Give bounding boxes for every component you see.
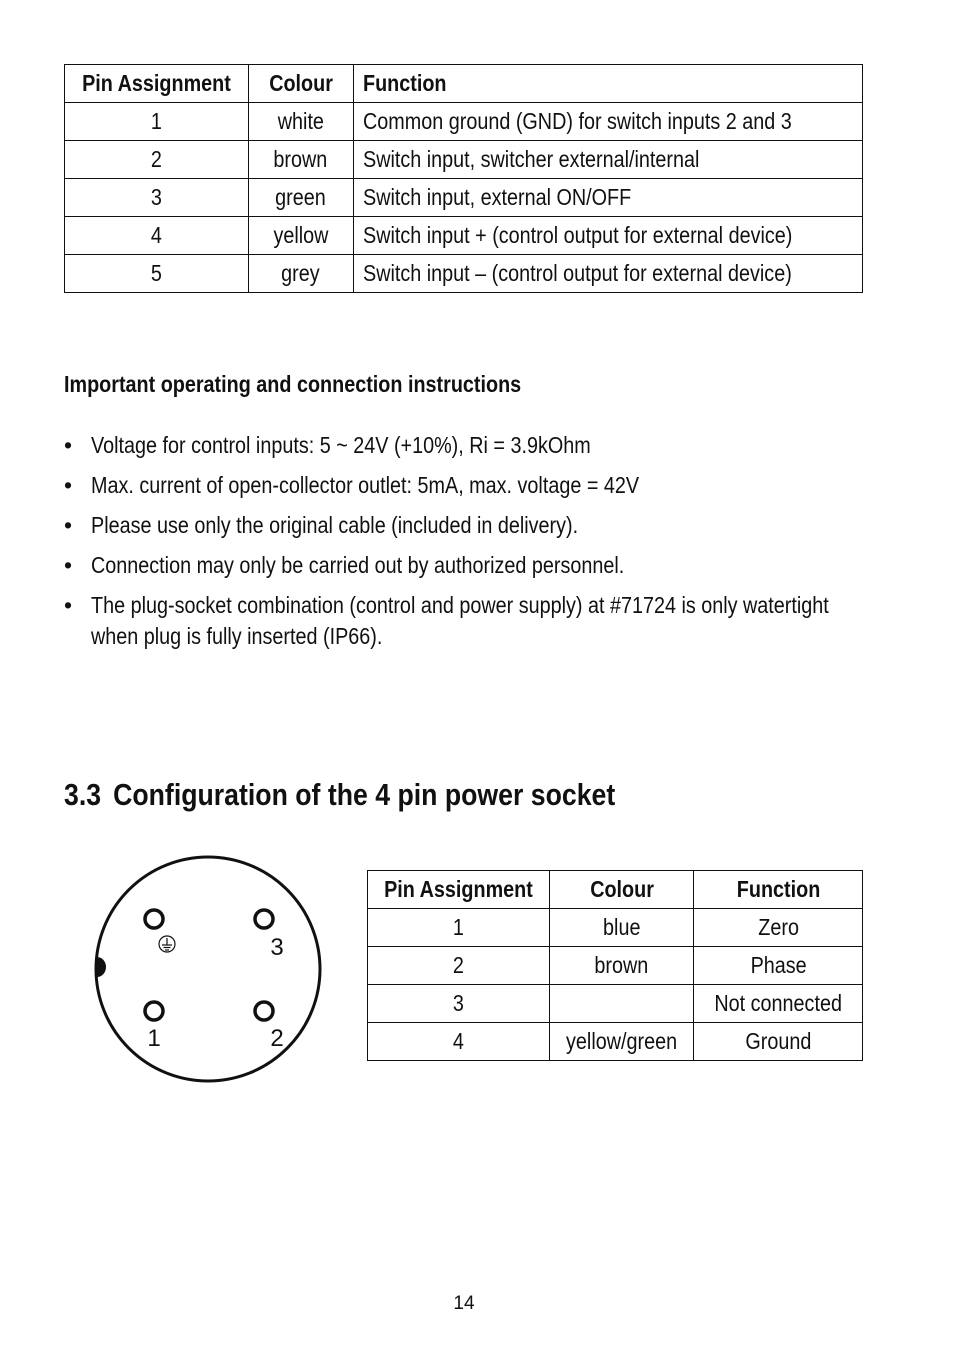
pin-hole-2 xyxy=(255,1002,273,1020)
socket-key-notch xyxy=(97,957,106,977)
instruction-text: Max. current of open-collector outlet: 5mA, max. voltage = 42V xyxy=(91,472,640,498)
list-item xyxy=(64,430,864,461)
bullet-icon: • xyxy=(64,472,73,498)
pin-cell: 1 xyxy=(65,103,249,141)
pin-hole-1 xyxy=(145,1002,163,1020)
section-number: 3.3 xyxy=(64,777,102,812)
colour-cell: blue xyxy=(549,909,694,947)
colour-cell: yellow/green xyxy=(549,1023,694,1061)
header-pin-assignment: Pin Assignment xyxy=(368,871,550,909)
table-row xyxy=(65,217,863,255)
table-header-row xyxy=(65,65,863,103)
table-row xyxy=(65,103,863,141)
list-item xyxy=(64,550,864,581)
header-colour: Colour xyxy=(248,65,353,103)
pin-cell: 3 xyxy=(65,179,249,217)
bullet-icon: • xyxy=(64,432,73,458)
colour-cell: brown xyxy=(549,947,694,985)
function-cell: Switch input, external ON/OFF xyxy=(353,179,862,217)
instruction-text: Please use only the original cable (included in delivery). xyxy=(91,512,579,538)
pin-cell: 5 xyxy=(65,255,249,293)
pin-cell: 2 xyxy=(368,947,550,985)
socket-outline xyxy=(96,857,320,1081)
pin-label-2: 2 xyxy=(270,1025,284,1052)
header-colour: Colour xyxy=(549,871,694,909)
section-title-text: Configuration of the 4 pin power socket xyxy=(113,777,616,812)
colour-cell: white xyxy=(248,103,353,141)
table-header-row xyxy=(368,871,863,909)
bullet-icon: • xyxy=(64,552,73,578)
pin-cell: 4 xyxy=(65,217,249,255)
pin-cell: 4 xyxy=(368,1023,550,1061)
control-pin-table xyxy=(64,64,863,293)
power-socket-diagram xyxy=(88,850,328,1090)
instructions-heading: Important operating and connection instructions xyxy=(64,371,522,397)
table-row xyxy=(368,909,863,947)
bullet-icon: • xyxy=(64,592,73,618)
colour-cell: brown xyxy=(248,141,353,179)
colour-cell xyxy=(549,985,694,1023)
header-pin-assignment: Pin Assignment xyxy=(65,65,249,103)
list-item xyxy=(64,470,864,501)
table-row xyxy=(368,1023,863,1061)
pin-cell: 2 xyxy=(65,141,249,179)
function-cell: Common ground (GND) for switch inputs 2 and 3 xyxy=(353,103,862,141)
pin-label-1: 1 xyxy=(147,1025,161,1052)
header-function: Function xyxy=(694,871,863,909)
instructions-list xyxy=(64,430,864,661)
instruction-text: Voltage for control inputs: 5 ~ 24V (+10%), Ri = 3.9kOhm xyxy=(91,432,591,458)
ground-icon xyxy=(159,936,175,952)
function-cell: Switch input, switcher external/internal xyxy=(353,141,862,179)
bullet-icon: • xyxy=(64,512,73,538)
list-item xyxy=(64,590,864,652)
instruction-text: The plug-socket combination (control and power supply) at #71724 is only watertight when plug is fully inserted (IP66). xyxy=(91,592,829,649)
function-cell: Phase xyxy=(694,947,863,985)
colour-cell: green xyxy=(248,179,353,217)
section-title xyxy=(64,775,705,815)
pin-hole-3 xyxy=(255,910,273,928)
table-row xyxy=(368,947,863,985)
table-row xyxy=(65,141,863,179)
power-pin-table xyxy=(367,870,863,1061)
pin-cell: 1 xyxy=(368,909,550,947)
table-row xyxy=(65,179,863,217)
function-cell: Switch input – (control output for external device) xyxy=(353,255,862,293)
function-cell: Switch input + (control output for external device) xyxy=(353,217,862,255)
function-cell: Ground xyxy=(694,1023,863,1061)
table-row xyxy=(368,985,863,1023)
header-function: Function xyxy=(353,65,862,103)
colour-cell: yellow xyxy=(248,217,353,255)
list-item xyxy=(64,510,864,541)
page-number: 14 xyxy=(453,1293,475,1314)
table-row xyxy=(65,255,863,293)
function-cell: Zero xyxy=(694,909,863,947)
function-cell: Not connected xyxy=(694,985,863,1023)
pin-hole-ground xyxy=(145,910,163,928)
pin-label-3: 3 xyxy=(270,934,284,961)
pin-cell: 3 xyxy=(368,985,550,1023)
instruction-text: Connection may only be carried out by authorized personnel. xyxy=(91,552,625,578)
colour-cell: grey xyxy=(248,255,353,293)
